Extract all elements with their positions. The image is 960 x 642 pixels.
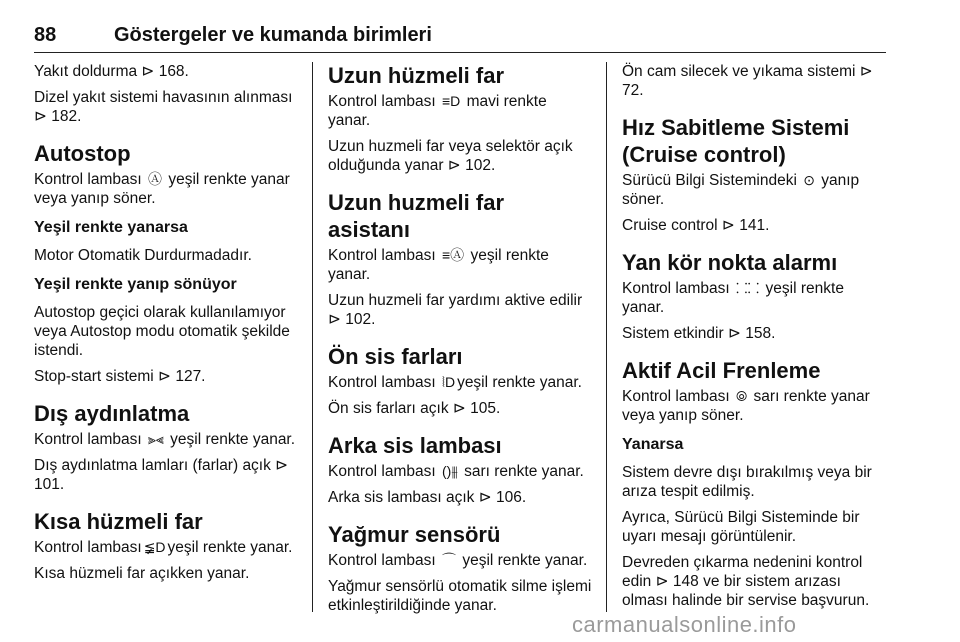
paragraph: Kontrol lambası ≨D yeşil renkte yanar. bbox=[34, 539, 293, 556]
rear-fog-icon: ()⫵ bbox=[442, 463, 458, 479]
blind-spot-icon: ⸬⸬ bbox=[736, 280, 760, 296]
paragraph: Yağmur sensörlü otomatik silme işlemi etkinleştirildiğinde yanar. bbox=[328, 578, 592, 614]
section-heading: Dış aydınlatma bbox=[34, 401, 190, 426]
chapter-title: Göstergeler ve kumanda birimleri bbox=[114, 24, 432, 46]
paragraph: Sistem etkindir ⊳ 158. bbox=[622, 325, 776, 342]
section-heading: Uzun hüzmeli far bbox=[328, 63, 505, 88]
paragraph: Kontrol lambası Ⓐ yeşil renkte yanar veya yanıp söner. bbox=[34, 171, 290, 207]
paragraph: Uzun huzmeli far veya selektör açık olduğunda yanar ⊳ 102. bbox=[328, 138, 573, 174]
paragraph: Cruise control ⊳ 141. bbox=[622, 217, 770, 234]
column-2 bbox=[328, 62, 592, 622]
section-heading: Autostop bbox=[34, 141, 131, 166]
column-divider bbox=[312, 62, 313, 612]
paragraph: Yakıt doldurma ⊳ 168. bbox=[34, 63, 189, 80]
paragraph: Kontrol lambası ⸬⸬ yeşil renkte yanar. bbox=[622, 280, 844, 316]
section-heading: Aktif Acil Frenleme bbox=[622, 358, 821, 383]
rain-sensor-icon: ⌒ bbox=[442, 552, 457, 568]
section-heading: Hız Sabitleme Sistemi (Cruise control) bbox=[622, 115, 850, 167]
paragraph: Ön cam silecek ve yıkama sistemi ⊳ 72. bbox=[622, 63, 873, 99]
low-beam-icon: ≨D bbox=[143, 539, 166, 555]
watermark: carmanualsonline.info bbox=[572, 612, 797, 637]
paragraph: Sürücü Bilgi Sistemindeki ⊙ yanıp söner. bbox=[622, 172, 860, 208]
paragraph: Ön sis farları açık ⊳ 105. bbox=[328, 400, 501, 417]
paragraph: Kontrol lambası ≡Ⓐ yeşil renkte yanar. bbox=[328, 247, 549, 283]
high-beam-assist-icon: ≡Ⓐ bbox=[442, 247, 465, 263]
paragraph: Dizel yakıt sistemi havasının alınması ⊳ 182. bbox=[34, 89, 293, 125]
paragraph: Arka sis lambası açık ⊳ 106. bbox=[328, 489, 527, 506]
high-beam-icon: ≡D bbox=[442, 93, 461, 109]
page-header bbox=[34, 24, 886, 53]
column-divider bbox=[606, 62, 607, 612]
paragraph: Kısa hüzmeli far açıkken yanar. bbox=[34, 565, 250, 582]
paragraph: Devreden çıkarma nedenini kontrol edin ⊳ 148 ve bir sistem arızası olması halinde bir servise başvurun. bbox=[622, 554, 870, 609]
paragraph: Dış aydınlatma lamları (farlar) açık ⊳ 101. bbox=[34, 457, 289, 493]
section-heading: Yağmur sensörü bbox=[328, 522, 501, 547]
section-heading: Ön sis farları bbox=[328, 344, 463, 369]
paragraph: Kontrol lambası ⌒ yeşil renkte yanar. bbox=[328, 552, 588, 569]
paragraph: Kontrol lambası ≡D mavi renkte yanar. bbox=[328, 93, 547, 129]
emergency-braking-icon: ⦾ bbox=[736, 388, 748, 404]
front-fog-icon: ⦚D bbox=[442, 374, 456, 390]
section-heading: Yan kör nokta alarmı bbox=[622, 250, 838, 275]
cruise-control-icon: ⊙ bbox=[803, 172, 815, 188]
section-heading: Arka sis lambası bbox=[328, 433, 502, 458]
paragraph: Kontrol lambası ⦾ sarı renkte yanar veya yanıp söner. bbox=[622, 388, 870, 424]
paragraph: Motor Otomatik Durdurmadadır. bbox=[34, 247, 252, 264]
column-1 bbox=[34, 62, 302, 590]
section-heading: Uzun huzmeli far asistanı bbox=[328, 190, 505, 242]
exterior-light-icon: ⫸⫷ bbox=[148, 431, 164, 447]
subheading: Yeşil renkte yanıp sönüyor bbox=[34, 276, 237, 293]
paragraph: Sistem devre dışı bırakılmış veya bir arıza tespit edilmiş. bbox=[622, 464, 872, 500]
paragraph: Uzun huzmeli far yardımı aktive edilir ⊳ 102. bbox=[328, 292, 583, 328]
page-number: 88 bbox=[34, 24, 57, 46]
subheading: Yeşil renkte yanarsa bbox=[34, 219, 188, 236]
paragraph: Autostop geçici olarak kullanılamıyor veya Autostop modu otomatik şekilde istendi. bbox=[34, 304, 290, 359]
paragraph: Kontrol lambası ⫸⫷ yeşil renkte yanar. bbox=[34, 431, 296, 448]
paragraph: Stop-start sistemi ⊳ 127. bbox=[34, 368, 206, 385]
autostop-icon: Ⓐ bbox=[148, 171, 163, 187]
subheading: Yanarsa bbox=[622, 436, 684, 453]
paragraph: Kontrol lambası ⦚D yeşil renkte yanar. bbox=[328, 374, 582, 391]
column-3 bbox=[622, 62, 888, 617]
paragraph: Kontrol lambası ()⫵ sarı renkte yanar. bbox=[328, 463, 584, 480]
paragraph: Ayrıca, Sürücü Bilgi Sisteminde bir uyarı mesajı görüntülenir. bbox=[622, 509, 860, 545]
section-heading: Kısa hüzmeli far bbox=[34, 509, 203, 534]
